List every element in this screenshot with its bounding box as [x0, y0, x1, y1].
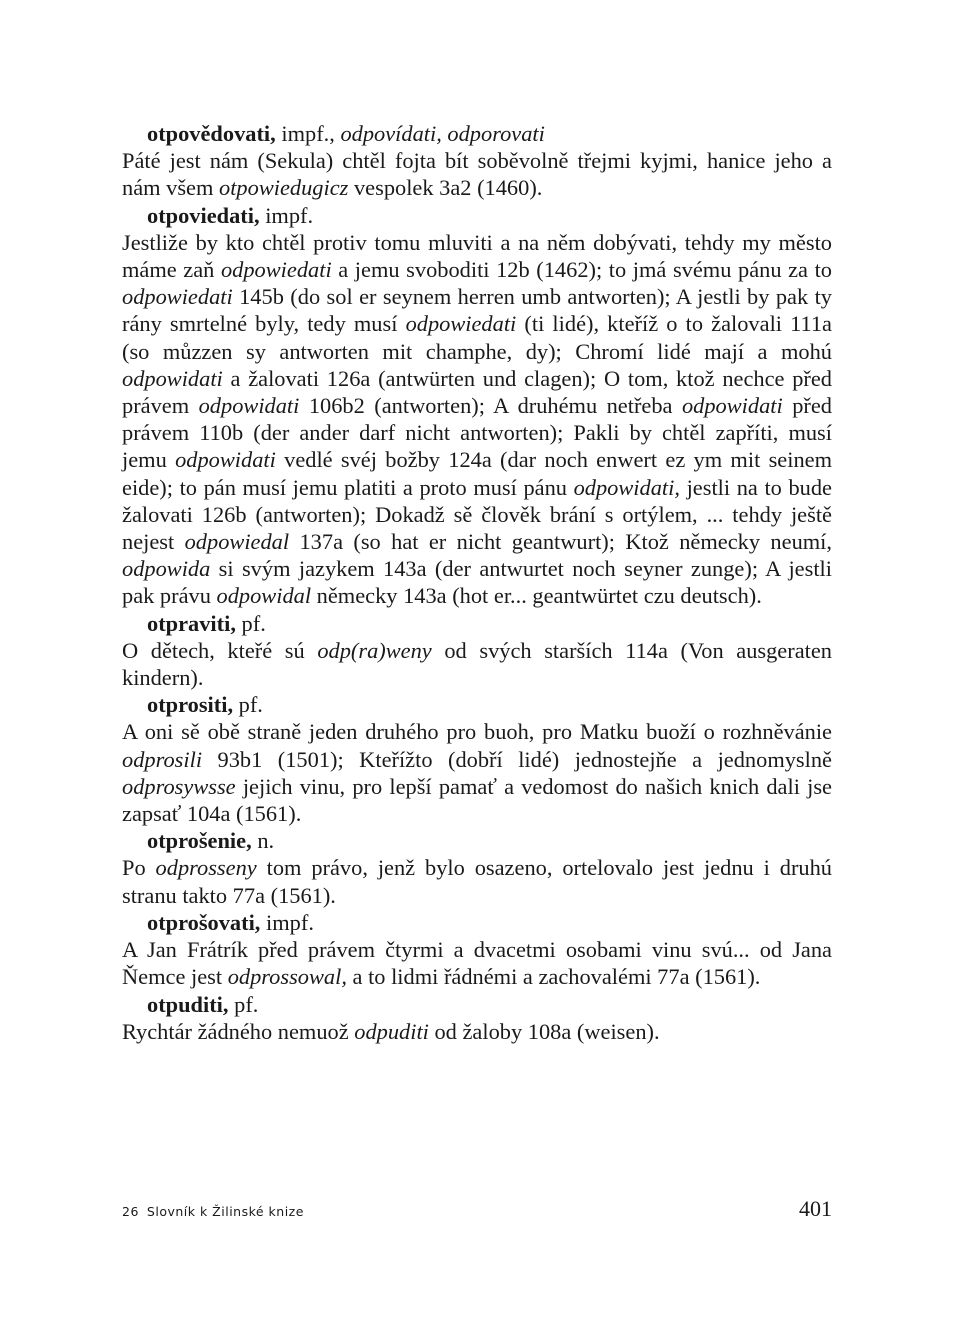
signature-number: 26: [122, 1204, 139, 1219]
grammar-label: impf.,: [281, 121, 335, 146]
grammar-label: impf.: [265, 202, 314, 228]
grammar-label: pf.: [241, 610, 266, 636]
entry-body: O dětech, kteřé sú odp(ra)weny od svých starších 114a (Von ausgeraten kindern).: [122, 637, 832, 691]
entry-head: [147, 610, 832, 637]
page-number: 401: [799, 1196, 832, 1221]
lemma: otpuditi,: [147, 991, 229, 1017]
entry-otprosovati: [122, 909, 832, 991]
entry-body: A Jan Frátrík před právem čtyrmi a dvacetmi osobami vinu svú... od Jana Ňemce jest odprossowal, a to lidmi řádnémi a zachovalémi 77a (1561).: [122, 937, 832, 990]
page-footer: [122, 1198, 832, 1228]
entry-body: Rychtár žádného nemuož odpuditi od žaloby 108a (weisen).: [122, 1018, 660, 1044]
entry-otpoviedati: [122, 202, 832, 610]
signature-text: Slovník k Žilinské knize: [146, 1204, 304, 1219]
lemma: otpovědovati,: [147, 121, 276, 146]
grammar-label: n.: [257, 828, 275, 854]
entry-body: Jestliže by kto chtěl protiv tomu mluviti a na něm dobývati, tehdy my město máme zaň odpowiedati a jemu svoboditi 12b (1462); to jmá svému pánu za to odpowiedati 145b (do sol er seynem herren umb antworten); A jestli by pak ty rány smrtelné byly, tedy musí odpowiedati (ti lidé), kteříž o to žalovali 111a (so můzzen sy antworten mit champhe, dy); Chromí lidé mají a mohú odpowidati a žalovati 126a (antwürten und clagen); O tom, ktož nechce před právem odpowidati 106b2 (antworten); A druhému netřeba odpowidati před právem 110b (der ander darf nicht antworten); Pakli by chtěl zapříti, musí jemu odpowidati vedlé svéj božby 124a (dar noch enwert ez ym mit seinem eide); to pán musí jemu platiti a proto musí pánu odpowidati, jestli na to bude žalovati 126b (antworten); Dokadž sě člověk brání s ortýlem, ... tehdy ještě nejest odpowiedal 137a (so hat er nicht geantwurt); Ktož německy neumí, odpowida si svým jazykem 143a (der antwurtet noch seyner zunge); A jestli pak právu odpowidal německy 143a (hot er... geantwürtet czu deutsch).: [122, 229, 832, 609]
entry-head: [147, 202, 832, 229]
entry-otprosenie: [122, 827, 832, 909]
entry-head: [147, 691, 832, 718]
entry-otpraviti: [122, 610, 832, 692]
lemma: otprositi,: [147, 692, 234, 718]
entry-head: [147, 909, 832, 936]
entry-head: [147, 827, 832, 854]
entry-otpuditi: [122, 991, 832, 1045]
entry-body: Páté jest nám (Sekula) chtěl fojta bít soběvolně třejmi kyjmi, hanice jeho a nám všem otpowiedugicz vespolek 3a2 (1460).: [122, 148, 832, 201]
entries-column: [122, 120, 832, 1045]
entry-body: Po odprosseny tom právo, jenž bylo osazeno, ortelovalo jest jednu i druhú stranu takto 77a (1561).: [122, 855, 832, 908]
grammar-label: pf.: [238, 692, 263, 718]
entry-head: [147, 991, 832, 1018]
entry-body: A oni sě obě straně jeden druhého pro buoh, pro Matku buoží o rozhněvánie odprosili 93b1 (1501); Kteřížto (dobří lidé) jednostejňe a jednomyslně odprosywsse jejich vinu, pro lepší pamať a vedomost do našich knich dali jse zapsať 104a (1561).: [122, 719, 832, 827]
gloss: odpovídati, odporovati: [340, 121, 545, 146]
entry-head: [147, 120, 832, 147]
entry-otprositi: [122, 691, 832, 827]
lemma: otprošovati,: [147, 909, 261, 935]
grammar-label: pf.: [234, 991, 259, 1017]
lemma: otpoviedati,: [147, 202, 260, 228]
grammar-label: impf.: [266, 909, 314, 935]
signature-mark: [122, 1204, 304, 1219]
entry-otpovedovati: [122, 120, 832, 202]
lemma: otpraviti,: [147, 610, 236, 636]
lemma: otprošenie,: [147, 828, 252, 854]
